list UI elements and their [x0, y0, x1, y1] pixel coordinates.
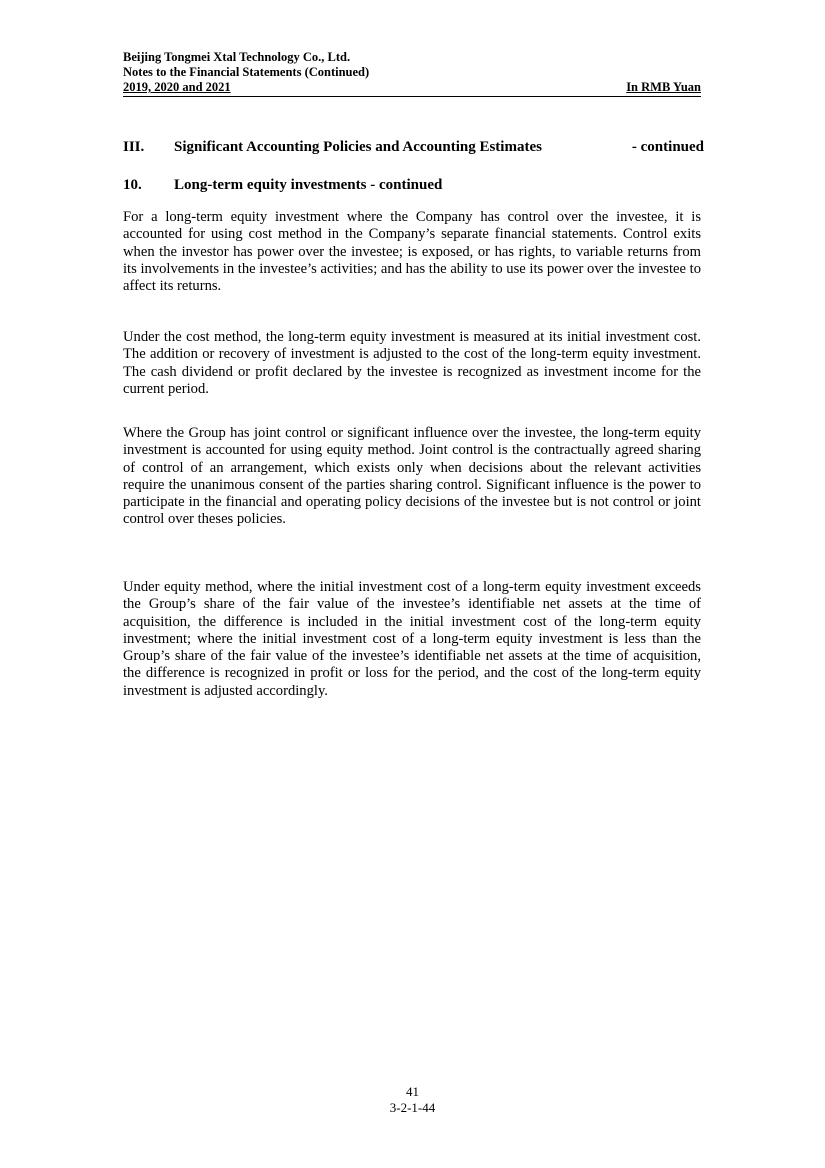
- paragraph-cost-method-control: For a long-term equity investment where the Company has control over the investee, it is accounted for using cost method in the Company’s separate financial statements. Control exits when the investor has power over the investee; is exposed, or has rights, to variable returns from its involvements in the investee’s activities; and has the ability to use its power over the investee to affect its returns.: [123, 209, 701, 295]
- page-number: 41: [406, 1084, 419, 1099]
- company-name: Beijing Tongmei Xtal Technology Co., Ltd.: [123, 50, 351, 64]
- paragraph-cost-method-measurement: Under the cost method, the long-term equity investment is measured at its initial investment cost. The addition or recovery of investment is adjusted to the cost of the long-term equity investment. The cash dividend or profit declared by the investee is recognized as investment income for the current period.: [123, 329, 701, 397]
- section-heading: [123, 138, 704, 156]
- reporting-years: 2019, 2020 and 2021: [123, 80, 231, 94]
- page-header: [123, 50, 701, 97]
- header-period-line: [123, 80, 701, 97]
- document-reference: 3-2-1-44: [389, 1100, 436, 1115]
- subsection-number: 10.: [123, 177, 142, 193]
- paragraph-equity-method-initial-cost: Under equity method, where the initial investment cost of a long-term equity investment exceeds the Group’s share of the fair value of the investee’s identifiable net assets at the time of acquisition, the difference is included in the initial investment cost of the long-term equity investment; where the initial investment cost of a long-term equity investment is less than the Group’s share of the fair value of the investee’s identifiable net assets at the time of acquisition, the difference is recognized in profit or loss for the period, and the cost of the long-term equity investment is adjusted accordingly.: [123, 579, 701, 699]
- paragraph-equity-method-joint-control: Where the Group has joint control or significant influence over the investee, the long-term equity investment is accounted for using equity method. Joint control is the contractually agreed sharing of control of an arrangement, which exists only when decisions about the relevant activities require the unanimous consent of the parties sharing control. Significant influence is the power to participate in the financial and operating policy decisions of the investee but is not control or joint control over theses policies.: [123, 425, 701, 528]
- subsection-heading: [123, 176, 704, 194]
- currency-label: In RMB Yuan: [626, 80, 701, 94]
- section-continued: - continued: [631, 139, 704, 155]
- section-title: Significant Accounting Policies and Accounting Estimates: [174, 139, 542, 155]
- notes-title: Notes to the Financial Statements (Continued): [123, 65, 370, 79]
- section-number: III.: [123, 139, 145, 155]
- subsection-title: Long-term equity investments - continued: [174, 177, 443, 193]
